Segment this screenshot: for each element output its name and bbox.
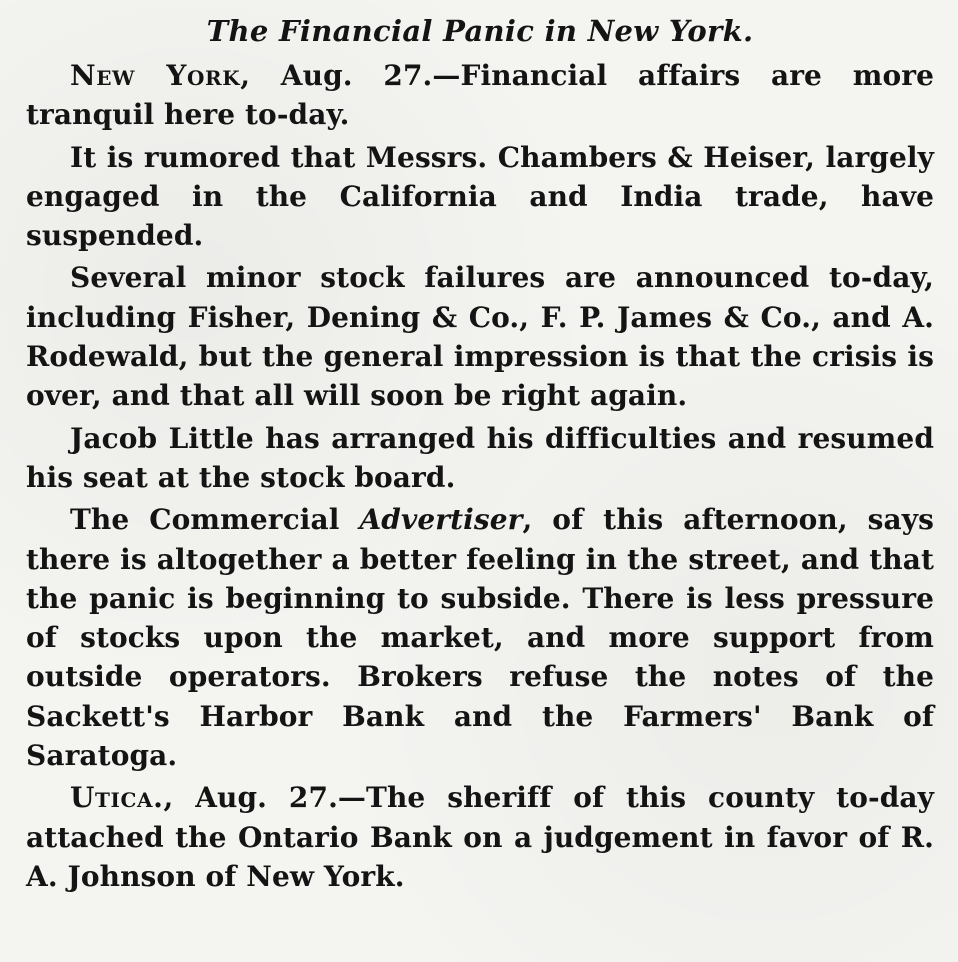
paragraph-text: , Aug. 27.—Financial affairs are more tranquil here to-day.: [26, 59, 934, 132]
dateline-utica: Utica.: [70, 781, 164, 815]
paragraph-text-pre: The Commercial: [70, 503, 360, 537]
paragraph-chambers-heiser: It is rumored that Messrs. Chambers & Heiser, largely engaged in the California and India trade, have suspended.: [26, 140, 934, 253]
paragraph-text: , Aug. 27.—The sheriff of this county to-day attached the Ontario Bank on a judgement in favor of R. A. Johnson of New York.: [26, 781, 934, 893]
paragraph-new-york-dispatch: [26, 56, 934, 135]
dateline-new-york: New York: [70, 59, 241, 92]
paragraph-text-post: , of this afternoon, says there is altogether a better feeling in the street, and that the panic is beginning to subside. There is less pressure of stocks upon the market, and more support from outside operators. Brokers refuse the notes of the Sackett's Harbor Bank and the Farmers' Bank of Saratoga.: [26, 503, 934, 773]
paragraph-jacob-little: Jacob Little has arranged his difficulties and resumed his seat at the stock board.: [26, 421, 934, 494]
newspaper-name: Advertiser: [359, 503, 523, 537]
article-headline: The Financial Panic in New York.: [206, 14, 754, 48]
paragraph-commercial-advertiser: [26, 500, 934, 775]
paragraph-stock-failures: Several minor stock failures are announced to-day, including Fisher, Dening & Co., F. P. James & Co., and A. Rodewald, but the general impression is that the crisis is over, and that all will soon be right again.: [26, 261, 934, 413]
article: [26, 10, 934, 899]
paragraph-utica-dispatch: [26, 778, 934, 896]
